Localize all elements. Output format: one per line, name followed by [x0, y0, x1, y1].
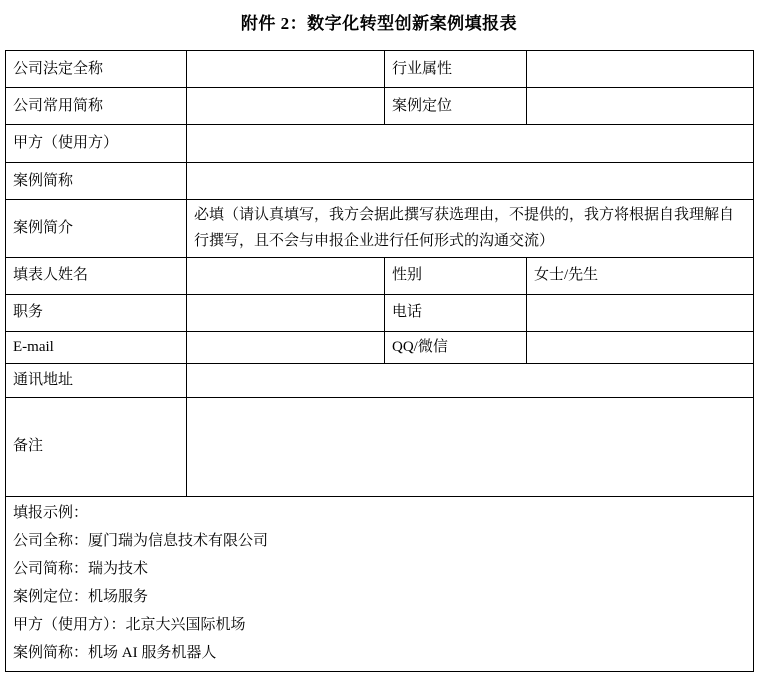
example-line-company-short-name: 公司简称：瑞为技术: [13, 560, 149, 577]
table-row: [6, 88, 754, 125]
table-row: [6, 200, 754, 258]
field-label-qq-wechat: QQ/微信: [385, 331, 527, 363]
input-cell-company-legal-name[interactable]: [187, 51, 385, 88]
example-line-party-a: 甲方（使用方）：北京大兴国际机场: [13, 616, 246, 633]
field-label-position: 职务: [6, 294, 187, 331]
field-label-filler-name: 填表人姓名: [6, 257, 187, 294]
input-cell-case-short-name[interactable]: [187, 163, 754, 200]
field-label-case-short-name: 案例简称: [6, 163, 187, 200]
page-title: 附件 2：数字化转型创新案例填报表: [240, 14, 518, 33]
case-filing-form-table: [5, 50, 754, 672]
table-row: [6, 397, 754, 496]
field-label-email: E-mail: [6, 331, 187, 363]
field-label-case-positioning: 案例定位: [385, 88, 527, 125]
input-cell-filler-name[interactable]: [187, 257, 385, 294]
table-row: [6, 331, 754, 363]
field-label-industry: 行业属性: [385, 51, 527, 88]
input-cell-position[interactable]: [187, 294, 385, 331]
field-label-gender: 性别: [385, 257, 527, 294]
input-cell-industry[interactable]: [527, 51, 754, 88]
field-label-phone: 电话: [385, 294, 527, 331]
field-label-mailing-address: 通讯地址: [6, 363, 187, 397]
input-cell-email[interactable]: [187, 331, 385, 363]
field-label-company-legal-name: 公司法定全称: [6, 51, 187, 88]
field-label-case-intro: 案例简介: [6, 200, 187, 258]
input-cell-case-positioning[interactable]: [527, 88, 754, 125]
input-cell-company-short-name[interactable]: [187, 88, 385, 125]
field-label-remarks: 备注: [6, 397, 187, 496]
table-row: [6, 294, 754, 331]
example-section: [6, 496, 754, 671]
example-line-heading: 填报示例：: [13, 504, 89, 521]
table-row: [6, 363, 754, 397]
input-cell-phone[interactable]: [527, 294, 754, 331]
case-intro-required-note[interactable]: 必填（请认真填写，我方会据此撰写获选理由，不提供的，我方将根据自我理解自行撰写，且不会与申报企业进行任何形式的沟通交流）: [187, 200, 754, 258]
input-cell-mailing-address[interactable]: [187, 363, 754, 397]
input-cell-remarks[interactable]: [187, 397, 754, 496]
input-cell-party-a-user[interactable]: [187, 125, 754, 163]
field-label-party-a-user: 甲方（使用方）: [6, 125, 187, 163]
table-row: [6, 163, 754, 200]
table-row: [6, 496, 754, 671]
table-row: [6, 257, 754, 294]
example-line-company-full-name: 公司全称：厦门瑞为信息技术有限公司: [13, 532, 269, 549]
input-cell-gender[interactable]: 女士/先生: [527, 257, 754, 294]
table-row: [6, 125, 754, 163]
input-cell-qq-wechat[interactable]: [527, 331, 754, 363]
table-row: [6, 51, 754, 88]
example-line-case-short-name: 案例简称：机场 AI 服务机器人: [13, 644, 217, 661]
example-line-case-positioning: 案例定位：机场服务: [13, 588, 149, 605]
field-label-company-short-name: 公司常用简称: [6, 88, 187, 125]
